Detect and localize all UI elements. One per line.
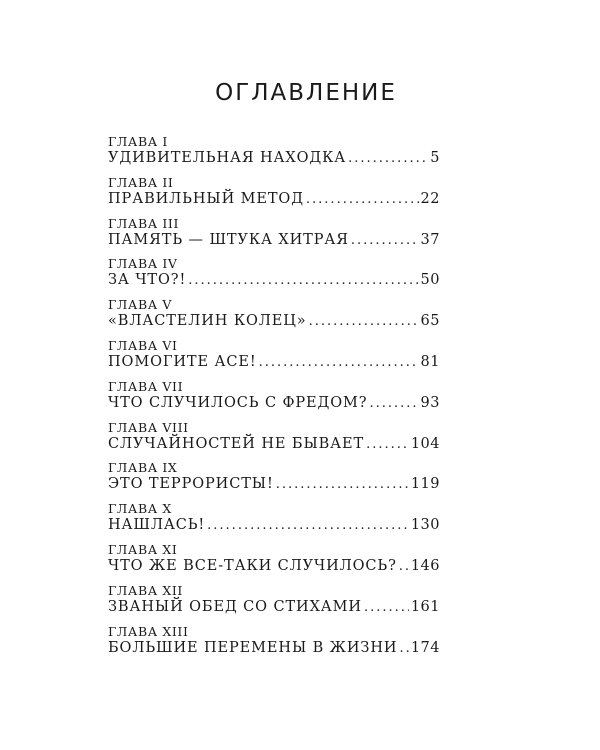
page-number: 5 [430, 150, 440, 166]
chapter-title: УДИВИТЕЛЬНАЯ НАХОДКА [108, 150, 347, 166]
chapter-label: ГЛАВА VIII [108, 419, 189, 435]
chapter-title: БОЛЬШИЕ ПЕРЕМЕНЫ В ЖИЗНИ [108, 639, 398, 656]
chapter-line[interactable] [108, 516, 440, 535]
chapter-title: ЭТО ТЕРРОРИСТЫ! [108, 476, 274, 493]
chapter-label: ГЛАВА VI [108, 337, 178, 353]
chapter-line[interactable] [108, 149, 440, 168]
toc-entry [108, 216, 440, 257]
page-number: 161 [410, 598, 440, 615]
chapter-title: «ВЛАСТЕЛИН КОЛЕЦ» [108, 313, 307, 330]
toc-entry [108, 501, 440, 542]
chapter-label: ГЛАВА IV [108, 256, 178, 272]
dot-leader [309, 312, 419, 331]
page-number: 22 [420, 190, 440, 207]
dot-leader [369, 394, 418, 413]
chapter-line[interactable] [108, 435, 440, 454]
chapter-label: ГЛАВА XII [108, 582, 183, 598]
page-number: 37 [420, 231, 440, 248]
dot-leader [348, 149, 428, 168]
chapter-line[interactable] [108, 271, 440, 290]
dot-leader [399, 639, 408, 658]
chapter-line[interactable] [108, 475, 440, 494]
chapter-title: ЗВАНЫЙ ОБЕД СО СТИХАМИ [108, 598, 362, 615]
page-number: 50 [420, 272, 440, 289]
chapter-title: ПРАВИЛЬНЫЙ МЕТОД [108, 190, 304, 207]
page-number: 81 [420, 353, 440, 370]
chapter-title: ЧТО СЛУЧИЛОСЬ С ФРЕДОМ? [108, 394, 368, 411]
chapter-label: ГЛАВА XI [108, 541, 178, 557]
toc-entry [108, 338, 440, 379]
chapter-line[interactable] [108, 639, 440, 658]
chapter-title: ЧТО ЖЕ ВСЕ-ТАКИ СЛУЧИЛОСЬ? [108, 557, 397, 574]
dot-leader [259, 353, 419, 372]
page-number: 104 [410, 435, 440, 452]
toc-entry [108, 542, 440, 583]
chapter-title: СЛУЧАЙНОСТЕЙ НЕ БЫВАЕТ [108, 435, 365, 452]
page-number: 130 [410, 517, 440, 534]
chapter-title: ПОМОГИТЕ АСЕ! [108, 353, 257, 370]
toc-entry [108, 175, 440, 216]
page-number: 146 [410, 557, 440, 574]
toc-entry [108, 624, 440, 665]
toc-entry [108, 256, 440, 297]
chapter-line[interactable] [108, 190, 440, 209]
dot-leader [351, 231, 419, 250]
chapter-label: ГЛАВА I [108, 134, 168, 149]
chapter-label: ГЛАВА III [108, 215, 180, 231]
toc-entry [108, 379, 440, 420]
toc-entry [108, 297, 440, 338]
chapter-label: ГЛАВА IX [108, 460, 178, 476]
chapter-title: ПАМЯТЬ — ШТУКА ХИТРАЯ [108, 231, 349, 248]
toc-entry [108, 460, 440, 501]
chapter-line[interactable] [108, 312, 440, 331]
table-of-contents [108, 134, 440, 664]
chapter-label: ГЛАВА XIII [108, 623, 189, 639]
page-number: 93 [420, 394, 440, 411]
chapter-title: ЗА ЧТО?! [108, 272, 187, 289]
chapter-line[interactable] [108, 231, 440, 250]
dot-leader [399, 557, 409, 576]
toc-entry [108, 134, 440, 175]
dot-leader [188, 271, 418, 290]
chapter-title: НАШЛАСЬ! [108, 517, 206, 534]
chapter-line[interactable] [108, 394, 440, 413]
page-number: 119 [410, 476, 440, 493]
dot-leader [276, 475, 409, 494]
toc-entry [108, 583, 440, 624]
chapter-label: ГЛАВА X [108, 501, 172, 517]
chapter-label: ГЛАВА II [108, 174, 174, 190]
page-title: ОГЛАВЛЕНИЕ [215, 80, 397, 106]
chapter-label: ГЛАВА VII [108, 378, 184, 394]
dot-leader [207, 516, 409, 535]
toc-entry [108, 420, 440, 461]
dot-leader [306, 190, 419, 209]
chapter-line[interactable] [108, 598, 440, 617]
chapter-line[interactable] [108, 557, 440, 576]
dot-leader [364, 598, 409, 617]
chapter-label: ГЛАВА V [108, 297, 173, 313]
page-number: 65 [420, 313, 440, 330]
page-number: 174 [410, 639, 440, 656]
dot-leader [366, 435, 409, 454]
chapter-line[interactable] [108, 353, 440, 372]
